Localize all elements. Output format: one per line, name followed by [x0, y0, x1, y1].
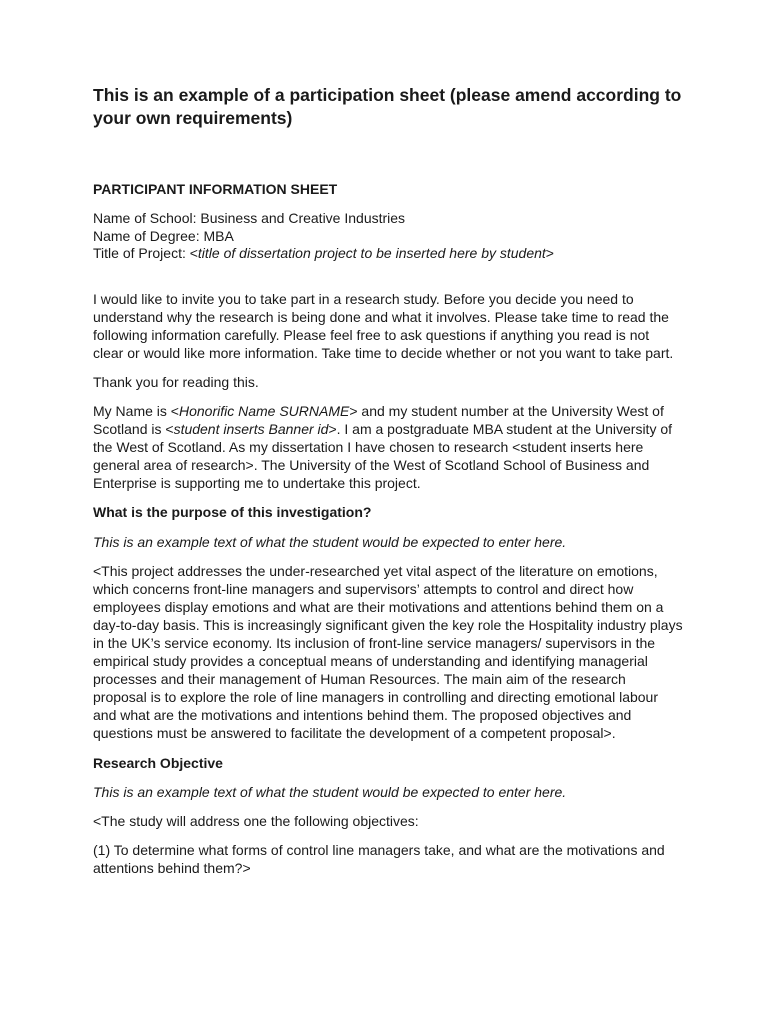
degree-name: Name of Degree: MBA: [93, 227, 234, 244]
introduction-name-paragraph: [93, 402, 683, 492]
document-title: This is an example of a participation sheet (please amend according to your own requirements): [93, 85, 682, 128]
name-placeholder: Honorific Name SURNAME: [178, 402, 350, 419]
objective-heading: Research Objective: [93, 754, 223, 771]
name-text-1: My Name is <: [93, 402, 179, 419]
objective-intro: <The study will address one the following objectives:: [93, 812, 419, 829]
sheet-heading: PARTICIPANT INFORMATION SHEET: [93, 181, 338, 197]
project-title-label: Title of Project: <: [93, 245, 198, 261]
example-note-objective: This is an example text of what the student would be expected to enter here.: [93, 783, 567, 800]
document-body: [93, 84, 683, 877]
intro-paragraph: I would like to invite you to take part in a research study. Before you decide you need to understand why the research is being done and what it involves. Please take time to read the following information carefully. Please feel free to ask questions if anything you read is not clear or would like more information. Take time to decide whether or not you want to take part.: [93, 290, 674, 361]
objective-item-1: (1) To determine what forms of control line managers take, and what are the motivations and attentions behind them?>: [93, 841, 665, 876]
purpose-body: <This project addresses the under-researched yet vital aspect of the literature on emotions, which concerns front-line managers and supervisors’ attempts to control and direct how employees display emotions and what are their motivations and attentions behind them on a day-to-day basis. This is increasingly significant given the key role the Hospitality industry plays in the UK’s service economy. Its inclusion of front-line service managers/ supervisors in the empirical study provides a conceptual means of understanding and identifying managerial processes and their management of Human Resources. The main aim of the research proposal is to explore the role of line managers in controlling and directing emotional labour and what are the motivations and intentions behind them. The proposed objectives and questions must be answered to facilitate the development of a competent proposal>.: [93, 562, 683, 742]
thanks-paragraph: Thank you for reading this.: [93, 373, 259, 390]
project-details: [93, 210, 683, 263]
purpose-heading: What is the purpose of this investigation?: [93, 504, 372, 521]
school-name: Name of School: Business and Creative Industries: [93, 210, 406, 226]
banner-id-placeholder: student inserts Banner id: [173, 421, 329, 438]
project-title: [93, 245, 683, 263]
name-text-2: > and my student number at the University West of Scotland is <: [93, 402, 664, 438]
project-title-placeholder: title of dissertation project to be inserted here by student: [197, 245, 546, 261]
name-text-3: >. I am a postgraduate MBA student at the University of the West of Scotland. As my dissertation I have chosen to research <student inserts here general area of research>. The University of the West of Scotland School of Business and Enterprise is supporting me to undertake this project.: [93, 421, 673, 492]
example-note-purpose: This is an example text of what the student would be expected to enter here.: [93, 533, 567, 550]
project-title-close: >: [545, 245, 554, 261]
